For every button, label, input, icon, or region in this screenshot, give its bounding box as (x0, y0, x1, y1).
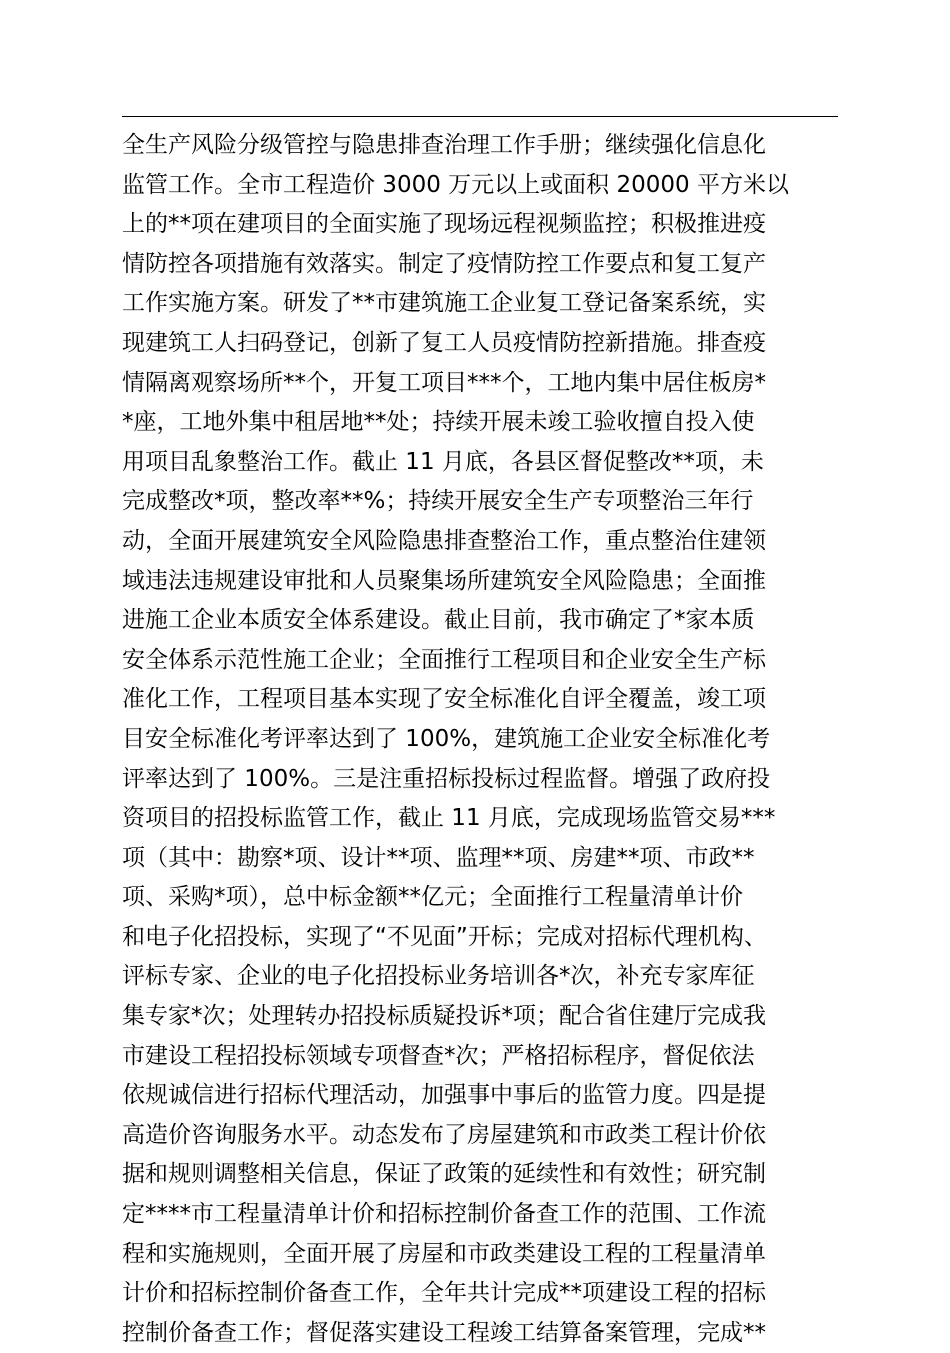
text-line: 高造价咨询服务水平。动态发布了房屋建筑和市政类工程计价依 (122, 1121, 766, 1148)
text-line: 资项目的招投标监管工作，截止 11 月底，完成现场监管交易*** (122, 805, 776, 832)
text-line: 和电子化招投标，实现了“不见面”开标；完成对招标代理机构、 (122, 923, 767, 950)
text-line: *座，工地外集中租居地**处；持续开展未竣工验收擅自投入使 (122, 409, 755, 436)
text-line: 情隔离观察场所**个，开复工项目***个，工地内集中居住板房* (122, 369, 766, 396)
text-line: 现建筑工人扫码登记，创新了复工人员疫情防控新措施。排查疫 (122, 329, 766, 356)
text-line: 市建设工程招投标领域专项督查*次；严格招标程序，督促依法 (122, 1042, 755, 1069)
text-line: 完成整改*项，整改率**%；持续开展安全生产专项整治三年行 (122, 488, 754, 515)
text-line: 监管工作。全市工程造价 3000 万元以上或面积 20000 平方米以 (122, 171, 789, 198)
text-line: 全生产风险分级管控与隐患排查治理工作手册；继续强化信息化 (122, 132, 766, 158)
text-line: 项、采购*项），总中标金额**亿元；全面推行工程量清单计价 (122, 884, 743, 911)
text-line: 计价和招标控制价备查工作，全年共计完成**项建设工程的招标 (122, 1280, 766, 1307)
text-line: 准化工作，工程项目基本实现了安全标准化自评全覆盖，竣工项 (122, 686, 766, 713)
header-rule (122, 116, 838, 117)
text-line: 工作实施方案。研发了**市建筑施工企业复工登记备案系统，实 (122, 290, 766, 317)
text-line: 用项目乱象整治工作。截止 11 月底，各县区督促整改**项，未 (122, 448, 764, 475)
text-line: 上的**项在建项目的全面实施了现场远程视频监控；积极推进疫 (122, 211, 766, 238)
text-line: 项（其中：勘察*项、设计**项、监理**项、房建**项、市政** (122, 844, 755, 871)
text-line: 域违法违规建设审批和人员聚集场所建筑安全风险隐患；全面推 (122, 567, 766, 594)
text-line: 动，全面开展建筑安全风险隐患排查整治工作，重点整治住建领 (122, 527, 766, 554)
text-line: 定****市工程量清单计价和招标控制价备查工作的范围、工作流 (122, 1201, 766, 1228)
text-line: 评标专家、企业的电子化招投标业务培训各*次，补充专家库征 (122, 963, 755, 990)
text-line: 据和规则调整相关信息，保证了政策的延续性和有效性；研究制 (122, 1161, 766, 1188)
text-line: 集专家*次；处理转办招投标质疑投诉*项；配合省住建厅完成我 (122, 1003, 766, 1030)
body-paragraph (122, 126, 842, 1353)
text-line: 控制价备查工作；督促落实建设工程竣工结算备案管理，完成** (122, 1319, 766, 1346)
text-line: 程和实施规则，全面开展了房屋和市政类建设工程的工程量清单 (122, 1240, 766, 1267)
text-line: 情防控各项措施有效落实。制定了疫情防控工作要点和复工复产 (122, 250, 766, 277)
text-line: 目安全标准化考评率达到了 100%，建筑施工企业安全标准化考 (122, 725, 771, 752)
text-line: 进施工企业本质安全体系建设。截止目前，我市确定了*家本质 (122, 607, 755, 634)
text-line: 安全体系示范性施工企业；全面推行工程项目和企业安全生产标 (122, 646, 766, 673)
text-line: 评率达到了 100%。三是注重招标投标过程监督。增强了政府投 (122, 765, 771, 792)
text-line: 依规诚信进行招标代理活动，加强事中事后的监管力度。四是提 (122, 1082, 766, 1109)
